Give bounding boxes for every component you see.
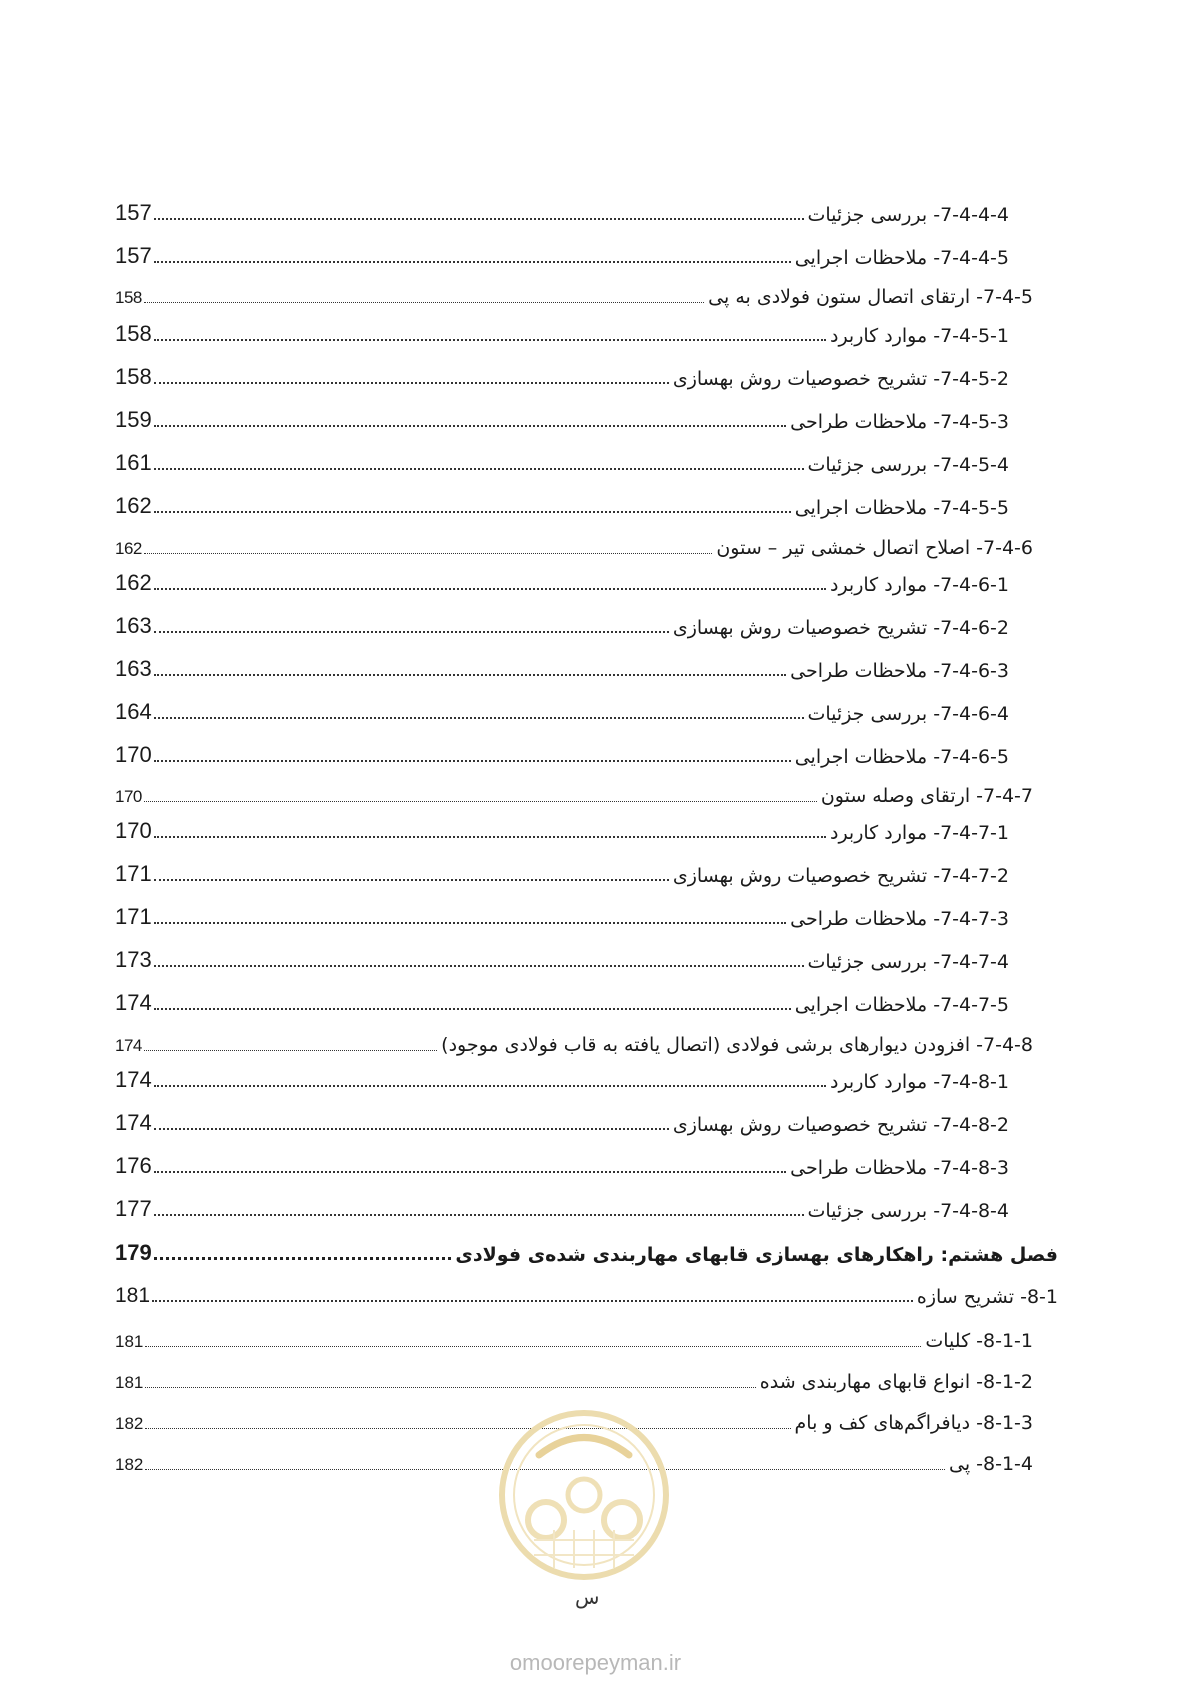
toc-entry-title: 7-4-7-3- ملاحظات طراحی — [790, 908, 1009, 930]
toc-entry-page: 181 — [115, 1332, 144, 1351]
toc-entry[interactable] — [115, 286, 1033, 308]
toc-chapter-entry[interactable] — [115, 1240, 1058, 1266]
toc-entry-title: 7-4-5-2- تشریح خصوصیات روش بهسازی — [672, 368, 1009, 390]
toc-entry-title: 7-4-6-4- بررسی جزئیات — [807, 703, 1009, 725]
toc-entry[interactable] — [115, 742, 1009, 768]
toc-entry-title: 7-4-8- افزودن دیوارهای برشی فولادی (اتصال یافته به قاب فولادی موجود) — [441, 1034, 1033, 1056]
toc-entry-page: 158 — [115, 321, 152, 346]
toc-entry-title: 7-4-8-1- موارد کاربرد — [829, 1071, 1009, 1093]
leader-dots — [144, 1050, 437, 1051]
toc-entry[interactable] — [115, 1330, 1033, 1352]
toc-entry-title: 8-1-2- انواع قابهای مهاربندی شده — [759, 1371, 1033, 1393]
toc-entry[interactable] — [115, 570, 1009, 596]
toc-entry[interactable] — [115, 818, 1009, 844]
toc-entry-title: 7-4-8-2- تشریح خصوصیات روش بهسازی — [672, 1114, 1009, 1136]
toc-entry-title: 8-1-4- پی — [948, 1453, 1033, 1475]
toc-entry-title: 7-4-5-5- ملاحظات اجرایی — [794, 497, 1009, 519]
toc-entry-title: 7-4-7-5- ملاحظات اجرایی — [794, 994, 1009, 1016]
toc-entry-title: 7-4-6- اصلاح اتصال خمشی تیر – ستون — [716, 537, 1033, 559]
toc-entry-title: 8-1-3- دیافراگم‌های کف و بام — [794, 1412, 1033, 1434]
toc-entry[interactable] — [115, 537, 1033, 559]
toc-entry[interactable] — [115, 450, 1009, 476]
page-marker: س — [575, 1585, 600, 1609]
toc-entry-page: 170 — [115, 818, 152, 843]
leader-dots — [154, 1257, 452, 1260]
leader-dots — [154, 425, 786, 427]
toc-entry[interactable] — [115, 1034, 1033, 1056]
toc-entry-title: 7-4-5-4- بررسی جزئیات — [807, 454, 1009, 476]
toc-entry-page: 158 — [115, 364, 152, 389]
toc-entry[interactable] — [115, 1371, 1033, 1393]
leader-dots — [154, 382, 669, 384]
toc-entry-page: 157 — [115, 200, 152, 225]
toc-entry-title: 7-4-7- ارتقای وصله ستون — [820, 785, 1033, 807]
toc-chapter-title: فصل هشتم: راهکارهای بهسازی قابهای مهاربندی شده‌ی فولادی — [455, 1244, 1058, 1266]
toc-entry[interactable] — [115, 407, 1009, 433]
toc-entry-title: 7-4-5-3- ملاحظات طراحی — [790, 411, 1009, 433]
toc-entry-title: 7-4-5- ارتقای اتصال ستون فولادی به پی — [708, 286, 1033, 308]
toc-entry-page: 163 — [115, 613, 152, 638]
toc-entry-page: 176 — [115, 1153, 152, 1178]
toc-entry-title: 7-4-8-4- بررسی جزئیات — [807, 1200, 1009, 1222]
toc-entry-page: 163 — [115, 656, 152, 681]
toc-entry-page: 162 — [115, 493, 152, 518]
toc-entry[interactable] — [115, 613, 1009, 639]
watermark: omoorepeyman.ir — [509, 1650, 682, 1675]
leader-dots — [154, 339, 826, 341]
toc-entry-page: 158 — [115, 288, 142, 307]
leader-dots — [144, 801, 817, 802]
toc-entry-title: 7-4-6-5- ملاحظات اجرایی — [794, 746, 1009, 768]
toc-entry[interactable] — [115, 990, 1009, 1016]
toc-entry-title: 7-4-4-5- ملاحظات اجرایی — [794, 247, 1009, 269]
toc-entry-title: 7-4-7-4- بررسی جزئیات — [807, 951, 1009, 973]
leader-dots — [154, 1128, 669, 1130]
leader-dots — [154, 836, 826, 838]
toc-entry-page: 174 — [115, 1036, 142, 1055]
toc-entry-title: 7-4-6-1- موارد کاربرد — [829, 574, 1009, 596]
toc-entry-page: 174 — [115, 1067, 152, 1092]
leader-dots — [154, 965, 804, 967]
leader-dots — [154, 631, 669, 633]
leader-dots — [144, 553, 712, 554]
leader-dots — [145, 1428, 790, 1429]
toc-entry-title: 7-4-7-2- تشریح خصوصیات روش بهسازی — [672, 865, 1009, 887]
toc-entry[interactable] — [115, 1067, 1009, 1093]
toc-entry-page: 171 — [115, 904, 152, 929]
leader-dots — [154, 588, 826, 590]
leader-dots — [154, 1171, 786, 1173]
toc-entry-title: 7-4-5-1- موارد کاربرد — [829, 325, 1009, 347]
toc-entry[interactable] — [115, 904, 1009, 930]
toc-entry[interactable] — [115, 364, 1009, 390]
toc-entry-page: 170 — [115, 787, 142, 806]
toc-entry-title: 8-1- تشریح سازه — [916, 1286, 1058, 1308]
toc-entry[interactable] — [115, 947, 1009, 973]
leader-dots — [154, 879, 669, 881]
leader-dots — [154, 261, 791, 263]
leader-dots — [152, 1300, 913, 1302]
toc-entry-page: 164 — [115, 699, 152, 724]
toc-entry-page: 170 — [115, 742, 152, 767]
leader-dots — [154, 922, 786, 924]
toc-entry-page: 157 — [115, 243, 152, 268]
leader-dots — [145, 1346, 921, 1347]
toc-entry[interactable] — [115, 1153, 1009, 1179]
leader-dots — [145, 1387, 755, 1388]
toc-entry-page: 181 — [115, 1284, 151, 1307]
toc-entry-page: 174 — [115, 990, 152, 1015]
toc-entry-page: 171 — [115, 861, 152, 886]
seal-logo-icon — [494, 1400, 674, 1600]
leader-dots — [154, 1214, 804, 1216]
toc-entry-page: 161 — [115, 450, 152, 475]
toc-entry-title: 7-4-7-1- موارد کاربرد — [829, 822, 1009, 844]
leader-dots — [144, 302, 704, 303]
toc-entry-page: 177 — [115, 1196, 152, 1221]
leader-dots — [154, 1008, 791, 1010]
toc-entry[interactable] — [115, 1284, 1058, 1308]
toc-entry[interactable] — [115, 321, 1009, 347]
toc-entry[interactable] — [115, 493, 1009, 519]
toc-entry-page: 179 — [115, 1240, 152, 1265]
toc-entry-page: 182 — [115, 1414, 144, 1433]
leader-dots — [154, 717, 804, 719]
toc-entry[interactable] — [115, 785, 1033, 807]
toc-entry-title: 7-4-8-3- ملاحظات طراحی — [790, 1157, 1009, 1179]
toc-entry-page: 162 — [115, 539, 142, 558]
leader-dots — [154, 218, 804, 220]
leader-dots — [154, 674, 786, 676]
leader-dots — [154, 511, 791, 513]
toc-entry[interactable] — [115, 1110, 1009, 1136]
leader-dots — [154, 1085, 826, 1087]
toc-entry-page: 159 — [115, 407, 152, 432]
leader-dots — [154, 760, 791, 762]
toc-entry[interactable] — [115, 243, 1009, 269]
toc-entry-title: 7-4-4-4- بررسی جزئیات — [807, 204, 1009, 226]
toc-entry[interactable] — [115, 861, 1009, 887]
toc-entry[interactable] — [115, 1196, 1009, 1222]
toc-entry-page: 174 — [115, 1110, 152, 1135]
toc-entry-page: 173 — [115, 947, 152, 972]
toc-entry[interactable] — [115, 699, 1009, 725]
toc-entry-title: 7-4-6-3- ملاحظات طراحی — [790, 660, 1009, 682]
toc-entry-title: 7-4-6-2- تشریح خصوصیات روش بهسازی — [672, 617, 1009, 639]
toc-entry-page: 182 — [115, 1455, 144, 1474]
toc-entry[interactable] — [115, 656, 1009, 682]
toc-entry[interactable] — [115, 200, 1009, 226]
toc-entry-page: 162 — [115, 570, 152, 595]
toc-entry-page: 181 — [115, 1373, 144, 1392]
leader-dots — [154, 468, 804, 470]
toc-entry-title: 8-1-1- کلیات — [925, 1330, 1033, 1352]
